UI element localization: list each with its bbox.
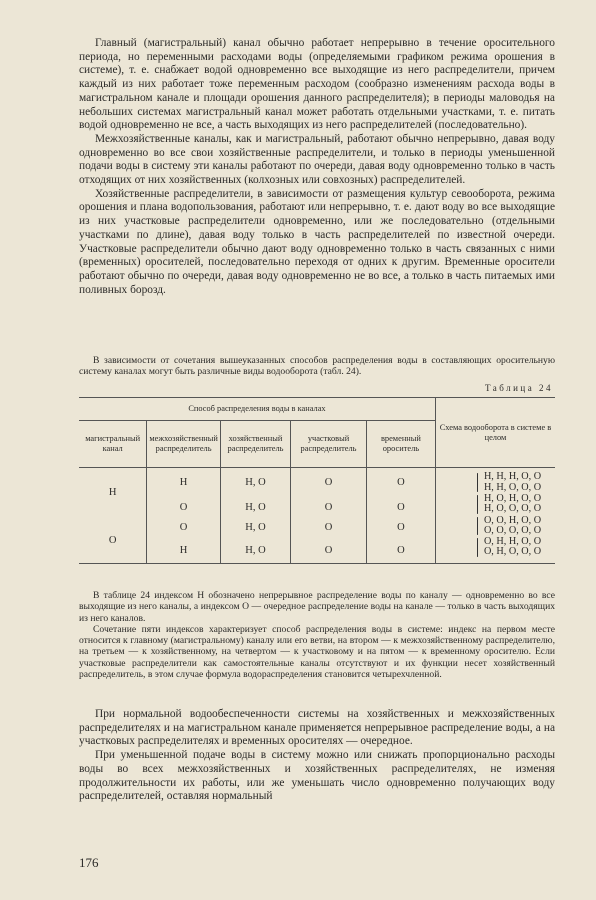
scheme-formula: О, О, О, О, О [483, 524, 542, 536]
scheme-formula: О, Н, Н, О, О [483, 536, 542, 548]
paragraph: В таблице 24 индексом Н обозначено непрерывное распределение воды по каналу — одновременно во все выходящие из него каналы, а индексом О — очередное распределение воды на канале — только в часть выходящих из него каналов. [79, 590, 555, 624]
paragraph: Сочетание пяти индексов характеризует способ распределения воды в системе: индекс на первом месте относится к главному (магистральному) каналу или его ветви, на втором — к межхозяйственному распределителю, на третьем — к хозяйственному, на четвертом — к участковому и на пятом — к временному оросителю. Если участковые распределители как самостоятельные каналы отсутствуют и их функции несет хозяйственный распределитель, в этом случае формула водораспределения становится четырехчленной. [79, 623, 555, 681]
scheme-header: Схема водооборота в системе в целом [435, 398, 555, 468]
table-title: Таблица 24 [485, 383, 553, 393]
header-farm: хозяйственный распределитель [220, 421, 290, 468]
text-block-1 [79, 37, 555, 297]
scheme-formula: Н, О, Н, О, О [483, 492, 542, 504]
scheme-group [476, 537, 555, 558]
scheme-formula: Н, Н, О, О, О [483, 481, 542, 493]
paragraph: При уменьшенной подаче воды в систему можно или снижать пропорционально расходы воды во всех межхозяйственных и хозяйственных распределителях, не изменяя продолжительности их работы, или же уменьшать число одновременно получающих воду распределителей, оставляя нормальный [79, 749, 555, 803]
scheme-formula: О, О, Н, О, О [483, 514, 542, 526]
header-temporary: временный ороситель [366, 421, 435, 468]
paragraph: При нормальной водообеспеченности системы на хозяйственных и межхозяйственных распределителях и на магистральном канале применяется непрерывное распределение воды, а на участковых распределителях и временных оросителях — очередное. [79, 708, 555, 748]
table-cell: Н, О [220, 538, 290, 564]
table-cell: О [147, 518, 221, 538]
header-main-canal: магистральный канал [85, 434, 141, 453]
main-canal-cell: Н [108, 487, 117, 499]
scheme-formula: Н, О, О, О, О [483, 503, 542, 515]
table-cell: О [366, 468, 435, 498]
main-canal-cell: О [108, 534, 117, 546]
scheme-group [476, 472, 555, 493]
table-cell: Н [147, 468, 221, 498]
scheme-cell [435, 468, 555, 564]
table-cell: О [366, 518, 435, 538]
page-number: 176 [79, 855, 99, 870]
scheme-group [476, 516, 555, 537]
table-cell: О [366, 498, 435, 518]
text-block-notes [79, 590, 555, 680]
scheme-group [476, 494, 555, 515]
header-plot: участковый распределитель [291, 421, 367, 468]
paragraph: В зависимости от сочетания вышеуказанных способов распределения воды в составляющих оросительную систему каналах могут быть различные виды водооборота (табл. 24). [79, 355, 555, 378]
table-cell: Н, О [220, 518, 290, 538]
scheme-formula: О, Н, О, О, О [483, 546, 542, 558]
group-header: Способ распределения воды в каналах [79, 398, 435, 421]
scheme-formula: Н, Н, Н, О, О [483, 471, 542, 483]
table-cell: Н [147, 538, 221, 564]
paragraph: Межхозяйственные каналы, как и магистральный, работают обычно непрерывно, давая воду одновременно во все свои хозяйственные распределители, и только в периоды уменьшенной подачи воды в систему эти каналы работают по очереди, давая воду одновременно только в часть отходящих от них хозяйственных (колхозных или совхозных) распределителей. [79, 132, 555, 187]
table-cell: О [291, 468, 367, 498]
table-cell: Н, О [220, 468, 290, 498]
table-cell: Н, О [220, 498, 290, 518]
paragraph: Хозяйственные распределители, в зависимости от размещения культур севооборота, режима орошения и плана водопользования, работают или непрерывно, т. е. дают воду во все выходящие из них участковые распределители одновременно, или же последовательно (отдельными участками по длине), давая воду только в часть распределителей по известной очереди. Участковые распределители обычно дают воду одновременно только в часть связанных с ними (временных) оросителей, последовательно переходя от одних к другим. Временные оросители работают обычно по очереди, давая воду одновременно не во все, а только в часть питаемых ими поливных борозд. [79, 187, 555, 296]
table-intro [79, 355, 555, 378]
text-block-2 [79, 708, 555, 804]
table-cell: О [291, 518, 367, 538]
table-cell: О [291, 498, 367, 518]
header-interfarm: межхозяйственный распределитель [147, 421, 221, 468]
water-distribution-table [79, 397, 555, 564]
table-cell: О [147, 498, 221, 518]
table-cell: О [291, 538, 367, 564]
table-cell: О [366, 538, 435, 564]
table-row [79, 468, 555, 498]
paragraph: Главный (магистральный) канал обычно работает непрерывно в течение оросительного периода, но переменными расходами воды (определяемыми графиком режима орошения в системе), т. е. снабжает водой одновременно все выходящие из него распределители, причем каждый из них работает тоже переменным расходом (сообразно изменениям расхода воды в магистральном канале и площади орошения данного распределителя); в периоды маловодья на небольших системах магистральный канал может работать отдельными участками, т. е. питать водой одновременно не все, а часть выходящих из него распределителей (последовательно). [79, 37, 555, 132]
